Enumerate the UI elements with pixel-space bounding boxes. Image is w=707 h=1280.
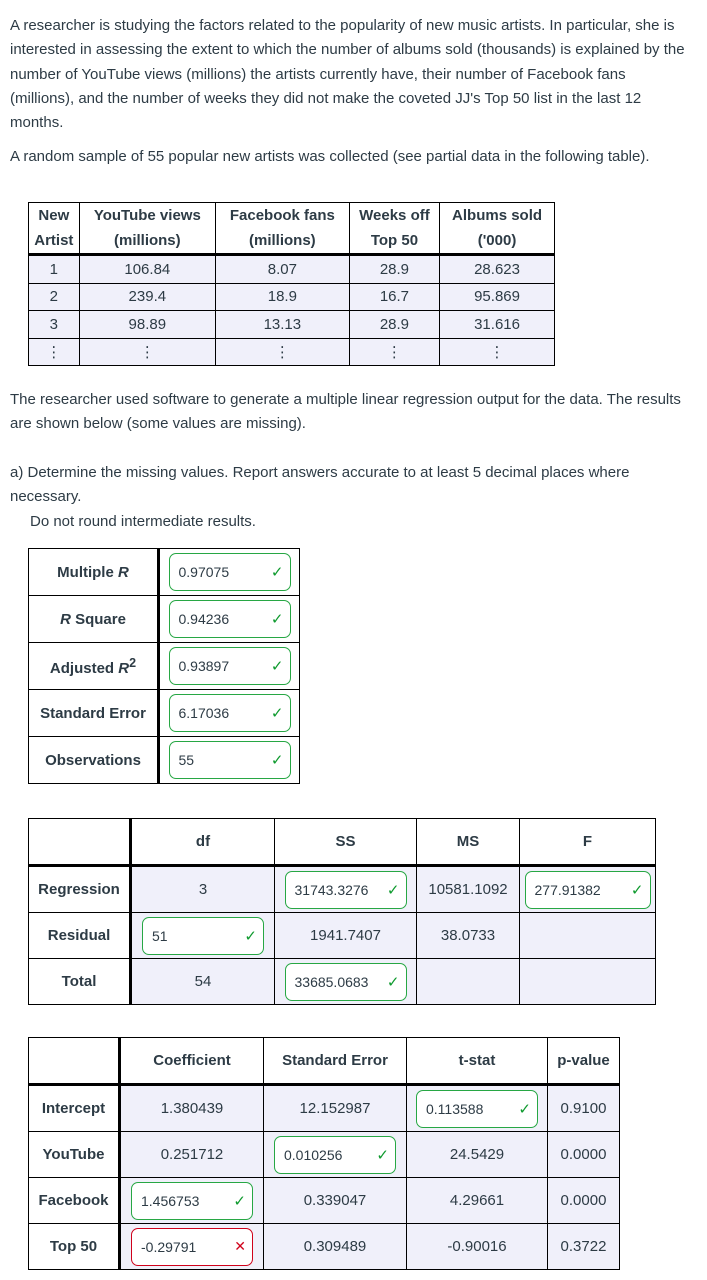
header-youtube: YouTube views (millions) [79,203,215,255]
header-new-artist: New Artist [29,203,80,255]
check-icon: ✓ [386,881,400,899]
residual-ms: 38.0733 [417,913,520,959]
residual-df-input[interactable]: 51 ✓ [142,917,264,955]
facebook-t: 4.29661 [407,1178,548,1224]
check-icon: ✓ [376,1146,389,1164]
youtube-se-input[interactable]: 0.010256 ✓ [274,1136,396,1174]
data-table [28,202,555,366]
youtube-label: YouTube [29,1132,120,1178]
coef-row-intercept [29,1085,620,1132]
top50-t: -0.90016 [407,1224,548,1270]
stat-row-r-square [29,596,300,643]
facebook-se: 0.339047 [264,1178,407,1224]
coef-row-top50 [29,1224,620,1270]
anova-table [28,818,656,1005]
residual-label: Residual [29,913,131,959]
check-icon: ✓ [270,752,284,769]
regression-label: Regression [29,866,131,913]
header-albums: Albums sold ('000) [440,203,555,255]
intercept-t-input[interactable]: 0.113588 ✓ [416,1090,538,1128]
stat-row-observations [29,737,300,784]
table-row: 1 106.84 8.07 28.9 28.623 [29,255,555,284]
sample-paragraph: A random sample of 55 popular new artists was collected (see partial data in the following table). [10,148,650,165]
youtube-t: 24.5429 [407,1132,548,1178]
facebook-label: Facebook [29,1178,120,1224]
regression-ms: 10581.1092 [417,866,520,913]
regression-statistics-table [28,548,300,784]
header-ss: SS [275,819,417,866]
cross-icon: ✕ [234,1238,246,1254]
stat-row-multiple-r [29,549,300,596]
header-weeks-off: Weeks off Top 50 [349,203,439,255]
header-coefficient: Coefficient [120,1038,264,1085]
facebook-p: 0.0000 [548,1178,620,1224]
table-row: 2 239.4 18.9 16.7 95.869 [29,283,555,311]
check-icon: ✓ [518,1100,531,1118]
total-label: Total [29,959,131,1005]
youtube-coef: 0.251712 [120,1132,264,1178]
residual-ss: 1941.7407 [275,913,417,959]
observations-label: Observations [29,737,159,784]
anova-header [29,819,656,866]
intercept-label: Intercept [29,1085,120,1132]
youtube-p: 0.0000 [548,1132,620,1178]
adjusted-r2-label: Adjusted $R^2$ [29,643,159,690]
table-row: 3 98.89 13.13 28.9 31.616 [29,311,555,339]
total-ss-input[interactable]: 33685.0683 ✓ [285,963,407,1001]
check-icon: ✓ [630,881,644,899]
check-icon: ✓ [270,611,284,628]
r-square-label: R Square [29,596,159,643]
check-icon: ✓ [270,564,284,581]
stat-row-standard-error [29,690,300,737]
header-f: F [520,819,656,866]
data-table-header [29,203,555,255]
check-icon: ✓ [386,973,400,991]
standard-error-input[interactable]: 6.17036 ✓ [169,694,291,732]
header-df: df [131,819,275,866]
multiple-r-input[interactable]: 0.97075 ✓ [169,553,291,591]
total-df: 54 [131,959,275,1005]
coef-row-youtube [29,1132,620,1178]
adjusted-r2-input[interactable]: 0.93897 ✓ [169,647,291,685]
header-t-stat: t-stat [407,1038,548,1085]
header-facebook: Facebook fans (millions) [215,203,349,255]
intercept-coef: 1.380439 [120,1085,264,1132]
multiple-r-label: Multiple R [29,549,159,596]
question-a: a) Determine the missing values. Report answers accurate to at least 5 decimal places where necessary. [10,464,630,506]
coef-header [29,1038,620,1085]
table-row-ellipsis: ⋮ ⋮ ⋮ ⋮ ⋮ [29,338,555,366]
anova-row-residual [29,913,656,959]
r-square-input[interactable]: 0.94236 ✓ [169,600,291,638]
check-icon: ✓ [270,705,284,722]
header-ms: MS [417,819,520,866]
header-standard-error: Standard Error [264,1038,407,1085]
standard-error-label: Standard Error [29,690,159,737]
check-icon: ✓ [270,658,284,675]
top50-se: 0.309489 [264,1224,407,1270]
facebook-coef-input[interactable]: 1.456753 ✓ [131,1182,253,1220]
coefficients-table [28,1037,620,1270]
stat-row-adjusted-r2 [29,643,300,690]
anova-row-total [29,959,656,1005]
anova-row-regression [29,866,656,913]
top50-coef-input[interactable]: -0.29791 ✕ [131,1228,253,1266]
regression-f-input[interactable]: 277.91382 ✓ [525,871,651,909]
coef-row-facebook [29,1178,620,1224]
regression-df: 3 [131,866,275,913]
intro-paragraph: A researcher is studying the factors related to the popularity of new music artists. In particular, she is interested in assessing the extent to which the number of albums sold (thousands) is explained by the number of YouTube views (millions) the artists currently have, their number of Facebook fans (millions), and the number of weeks they did not make the coveted JJ's Top 50 list in the last 12 months. [10,17,685,132]
top50-label: Top 50 [29,1224,120,1270]
regression-ss-input[interactable]: 31743.3276 ✓ [285,871,407,909]
software-paragraph: The researcher used software to generate a multiple linear regression output for the data. The results are shown below (some values are missing). [10,391,681,433]
intercept-se: 12.152987 [264,1085,407,1132]
check-icon: ✓ [233,1192,246,1210]
header-p-value: p-value [548,1038,620,1085]
check-icon: ✓ [244,927,257,945]
observations-input[interactable]: 55 ✓ [169,741,291,779]
rounding-note: Do not round intermediate results. [30,513,256,530]
intercept-p: 0.9100 [548,1085,620,1132]
top50-p: 0.3722 [548,1224,620,1270]
